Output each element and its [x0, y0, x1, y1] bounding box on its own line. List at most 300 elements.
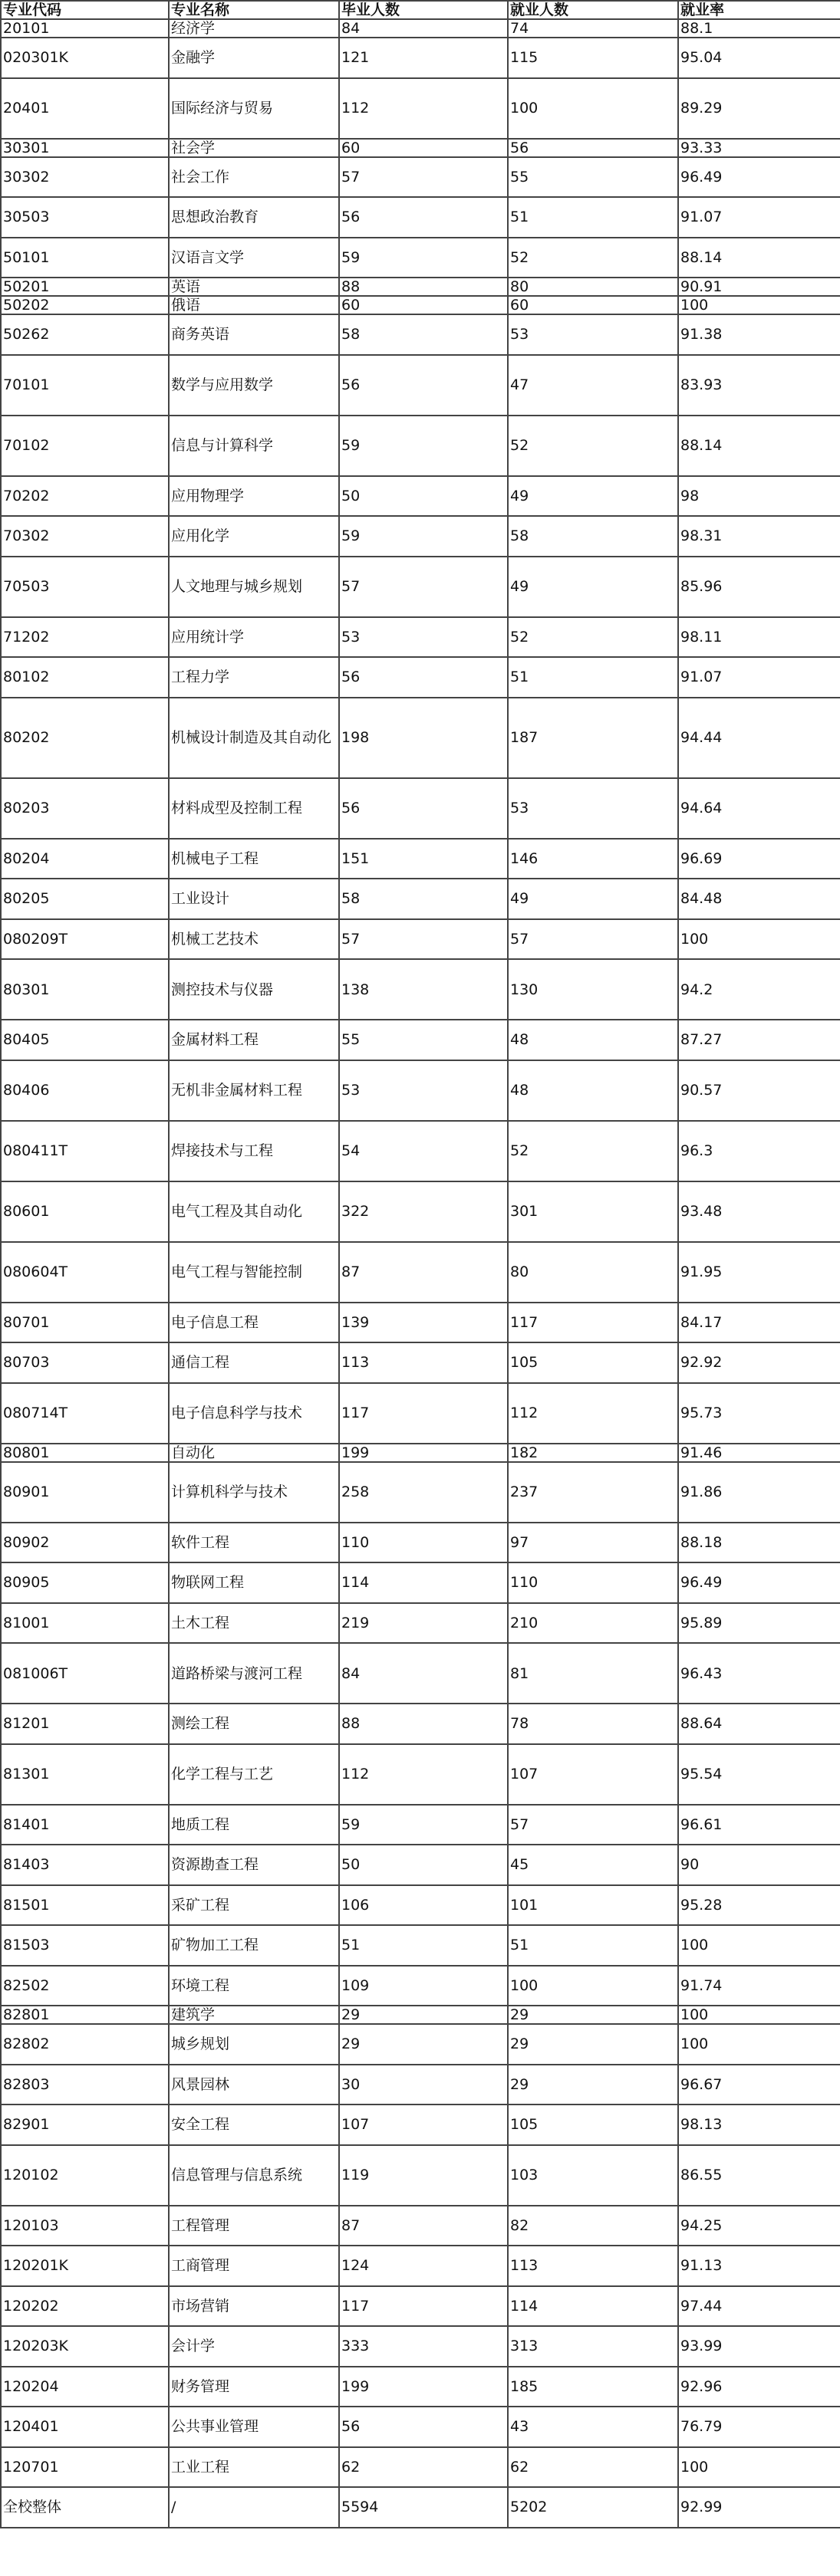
cell-employment-rate: 97.44 [678, 2286, 840, 2327]
cell-graduates: 88 [339, 278, 508, 296]
cell-graduates: 219 [339, 1603, 508, 1644]
cell-code: 80102 [1, 657, 169, 698]
cell-major-name: 土木工程 [169, 1603, 339, 1644]
cell-graduates: 258 [339, 1462, 508, 1523]
table-row [1, 139, 840, 157]
cell-code: 81501 [1, 1885, 169, 1926]
cell-employment-rate: 83.93 [678, 355, 840, 416]
cell-code: 80203 [1, 778, 169, 839]
cell-graduates: 30 [339, 2065, 508, 2105]
table-row [1, 19, 840, 38]
cell-major-name: 经济学 [169, 19, 339, 38]
cell-employment-rate: 88.64 [678, 1704, 840, 1744]
cell-graduates: 57 [339, 157, 508, 198]
table-row [1, 698, 840, 778]
cell-graduates: 59 [339, 516, 508, 557]
cell-major-name: 电气工程及其自动化 [169, 1181, 339, 1242]
cell-employment-rate: 94.44 [678, 698, 840, 778]
cell-employed: 55 [508, 157, 678, 198]
cell-employed: 113 [508, 2246, 678, 2286]
cell-code: 120201K [1, 2246, 169, 2286]
cell-graduates: 198 [339, 698, 508, 778]
cell-graduates: 59 [339, 238, 508, 278]
cell-code: 081006T [1, 1643, 169, 1704]
cell-employed: 52 [508, 1121, 678, 1181]
cell-employment-rate: 96.49 [678, 157, 840, 198]
table-row [1, 919, 840, 960]
cell-graduates: 113 [339, 1342, 508, 1383]
cell-graduates: 29 [339, 2006, 508, 2024]
cell-employed: 56 [508, 139, 678, 157]
cell-major-name: 环境工程 [169, 1966, 339, 2006]
cell-employed: 301 [508, 1181, 678, 1242]
cell-code: 120102 [1, 2145, 169, 2206]
cell-major-name: 社会学 [169, 139, 339, 157]
table-row [1, 1121, 840, 1181]
cell-code: 30302 [1, 157, 169, 198]
table-row [1, 1744, 840, 1805]
cell-employed: 78 [508, 1704, 678, 1744]
header-graduates: 毕业人数 [339, 1, 508, 19]
cell-code: 70202 [1, 476, 169, 517]
cell-employed: 100 [508, 78, 678, 139]
cell-code: 80205 [1, 879, 169, 919]
cell-graduates: 50 [339, 476, 508, 517]
cell-employed: 97 [508, 1523, 678, 1563]
cell-code: 30503 [1, 197, 169, 238]
cell-code: 80901 [1, 1462, 169, 1523]
cell-code: 80204 [1, 839, 169, 879]
cell-major-name: 自动化 [169, 1444, 339, 1462]
cell-graduates: 62 [339, 2447, 508, 2488]
table-row [1, 1242, 840, 1303]
cell-employed: 52 [508, 238, 678, 278]
cell-graduates: 109 [339, 1966, 508, 2006]
cell-employed: 51 [508, 1925, 678, 1966]
cell-code: 71202 [1, 617, 169, 658]
cell-major-name: 物联网工程 [169, 1562, 339, 1603]
cell-graduates: 84 [339, 19, 508, 38]
cell-code: 080209T [1, 919, 169, 960]
table-row [1, 1925, 840, 1966]
table-row [1, 2246, 840, 2286]
table-row [1, 416, 840, 476]
table-row [1, 516, 840, 557]
cell-employed: 57 [508, 919, 678, 960]
cell-employment-rate: 100 [678, 2447, 840, 2488]
cell-employed: 82 [508, 2206, 678, 2246]
cell-employment-rate: 93.99 [678, 2326, 840, 2367]
cell-major-name: 英语 [169, 278, 339, 296]
cell-major-name: 通信工程 [169, 1342, 339, 1383]
cell-employment-rate: 90.57 [678, 1060, 840, 1121]
cell-code: 080714T [1, 1383, 169, 1444]
cell-employment-rate: 100 [678, 919, 840, 960]
cell-employment-rate: 95.54 [678, 1744, 840, 1805]
cell-employment-rate: 92.99 [678, 2487, 840, 2528]
cell-employed: 29 [508, 2006, 678, 2024]
cell-employment-rate: 88.14 [678, 238, 840, 278]
cell-graduates: 29 [339, 2024, 508, 2065]
cell-code: 080604T [1, 1242, 169, 1303]
cell-graduates: 57 [339, 557, 508, 617]
cell-graduates: 199 [339, 2367, 508, 2407]
cell-employed: 80 [508, 1242, 678, 1303]
cell-employment-rate: 88.1 [678, 19, 840, 38]
cell-employed: 146 [508, 839, 678, 879]
cell-major-name: 信息管理与信息系统 [169, 2145, 339, 2206]
cell-graduates: 54 [339, 1121, 508, 1181]
cell-major-name: 市场营销 [169, 2286, 339, 2327]
cell-employed: 49 [508, 557, 678, 617]
cell-code: 81301 [1, 1744, 169, 1805]
table-row [1, 617, 840, 658]
table-row [1, 1444, 840, 1462]
cell-employment-rate: 94.2 [678, 959, 840, 1020]
cell-graduates: 114 [339, 1562, 508, 1603]
cell-major-name: 思想政治教育 [169, 197, 339, 238]
cell-major-name: 软件工程 [169, 1523, 339, 1563]
table-row [1, 314, 840, 355]
cell-employment-rate: 94.25 [678, 2206, 840, 2246]
cell-employment-rate: 98.11 [678, 617, 840, 658]
cell-employed: 51 [508, 197, 678, 238]
table-row [1, 197, 840, 238]
cell-major-name: 国际经济与贸易 [169, 78, 339, 139]
cell-code: 82802 [1, 2024, 169, 2065]
cell-code: 50262 [1, 314, 169, 355]
cell-employed: 58 [508, 516, 678, 557]
cell-graduates: 151 [339, 839, 508, 879]
cell-employment-rate: 84.17 [678, 1303, 840, 1343]
cell-major-name: 资源勘查工程 [169, 1845, 339, 1885]
cell-employed: 182 [508, 1444, 678, 1462]
cell-employed: 62 [508, 2447, 678, 2488]
table-row [1, 1704, 840, 1744]
table-row [1, 476, 840, 517]
cell-major-name: 工商管理 [169, 2246, 339, 2286]
cell-major-name: 工业工程 [169, 2447, 339, 2488]
cell-major-name: 工程力学 [169, 657, 339, 698]
cell-major-name: 应用化学 [169, 516, 339, 557]
cell-graduates: 139 [339, 1303, 508, 1343]
cell-code: 20401 [1, 78, 169, 139]
cell-graduates: 119 [339, 2145, 508, 2206]
cell-major-name: 计算机科学与技术 [169, 1462, 339, 1523]
cell-graduates: 112 [339, 1744, 508, 1805]
cell-code: 120203K [1, 2326, 169, 2367]
cell-employment-rate: 98.31 [678, 516, 840, 557]
cell-major-name: 会计学 [169, 2326, 339, 2367]
cell-graduates: 57 [339, 919, 508, 960]
cell-major-name: 电子信息工程 [169, 1303, 339, 1343]
cell-major-name: 机械设计制造及其自动化 [169, 698, 339, 778]
cell-employment-rate: 95.04 [678, 38, 840, 78]
cell-employed: 5202 [508, 2487, 678, 2528]
cell-graduates: 199 [339, 1444, 508, 1462]
table-row [1, 1383, 840, 1444]
cell-major-name: 采矿工程 [169, 1885, 339, 1926]
header-employment-rate: 就业率 [678, 1, 840, 19]
cell-employed: 57 [508, 1805, 678, 1845]
cell-major-name: 应用物理学 [169, 476, 339, 517]
cell-code: 82502 [1, 1966, 169, 2006]
cell-code: 120202 [1, 2286, 169, 2327]
table-row [1, 238, 840, 278]
cell-code: 120701 [1, 2447, 169, 2488]
cell-employed: 49 [508, 879, 678, 919]
cell-employed: 53 [508, 314, 678, 355]
cell-code: 80701 [1, 1303, 169, 1343]
table-row [1, 2024, 840, 2065]
cell-employed: 52 [508, 617, 678, 658]
cell-employed: 60 [508, 296, 678, 314]
cell-code: 全校整体 [1, 2487, 169, 2528]
table-row [1, 2145, 840, 2206]
cell-major-name: 地质工程 [169, 1805, 339, 1845]
cell-graduates: 124 [339, 2246, 508, 2286]
cell-major-name: 财务管理 [169, 2367, 339, 2407]
cell-graduates: 51 [339, 1925, 508, 1966]
cell-major-name: 测绘工程 [169, 1704, 339, 1744]
header-employed: 就业人数 [508, 1, 678, 19]
cell-graduates: 84 [339, 1643, 508, 1704]
cell-employment-rate: 91.74 [678, 1966, 840, 2006]
cell-major-name: 公共事业管理 [169, 2407, 339, 2447]
table-row [1, 557, 840, 617]
cell-major-name: 测控技术与仪器 [169, 959, 339, 1020]
cell-major-name: 建筑学 [169, 2006, 339, 2024]
cell-graduates: 53 [339, 617, 508, 658]
table-row [1, 1303, 840, 1343]
cell-employed: 117 [508, 1303, 678, 1343]
cell-employment-rate: 93.33 [678, 139, 840, 157]
cell-code: 80703 [1, 1342, 169, 1383]
cell-code: 50101 [1, 238, 169, 278]
table-row [1, 78, 840, 139]
cell-employment-rate: 89.29 [678, 78, 840, 139]
cell-graduates: 56 [339, 657, 508, 698]
cell-employed: 210 [508, 1603, 678, 1644]
cell-employment-rate: 90.91 [678, 278, 840, 296]
cell-employed: 45 [508, 1845, 678, 1885]
cell-employed: 112 [508, 1383, 678, 1444]
cell-code: 80202 [1, 698, 169, 778]
cell-employment-rate: 100 [678, 2024, 840, 2065]
cell-employed: 313 [508, 2326, 678, 2367]
cell-employed: 114 [508, 2286, 678, 2327]
cell-major-name: 化学工程与工艺 [169, 1744, 339, 1805]
cell-employed: 49 [508, 476, 678, 517]
cell-employment-rate: 91.38 [678, 314, 840, 355]
cell-employment-rate: 91.13 [678, 2246, 840, 2286]
cell-major-name: 工程管理 [169, 2206, 339, 2246]
table-row [1, 839, 840, 879]
cell-graduates: 56 [339, 778, 508, 839]
cell-employment-rate: 92.96 [678, 2367, 840, 2407]
cell-code: 70503 [1, 557, 169, 617]
table-row [1, 2407, 840, 2447]
header-major-name: 专业名称 [169, 1, 339, 19]
cell-code: 80405 [1, 1020, 169, 1060]
cell-employment-rate: 91.95 [678, 1242, 840, 1303]
cell-employment-rate: 91.86 [678, 1462, 840, 1523]
table-row [1, 778, 840, 839]
cell-employed: 103 [508, 2145, 678, 2206]
cell-major-name: 俄语 [169, 296, 339, 314]
cell-graduates: 60 [339, 296, 508, 314]
cell-graduates: 110 [339, 1523, 508, 1563]
cell-employment-rate: 92.92 [678, 1342, 840, 1383]
cell-graduates: 107 [339, 2104, 508, 2145]
cell-code: 80902 [1, 1523, 169, 1563]
cell-employed: 52 [508, 416, 678, 476]
cell-major-name: 社会工作 [169, 157, 339, 198]
cell-employed: 110 [508, 1562, 678, 1603]
table-row [1, 879, 840, 919]
cell-graduates: 106 [339, 1885, 508, 1926]
cell-employment-rate: 95.28 [678, 1885, 840, 1926]
cell-employment-rate: 84.48 [678, 879, 840, 919]
table-row [1, 1966, 840, 2006]
cell-employed: 115 [508, 38, 678, 78]
cell-major-name: / [169, 2487, 339, 2528]
cell-major-name: 焊接技术与工程 [169, 1121, 339, 1181]
cell-code: 82801 [1, 2006, 169, 2024]
table-row [1, 2447, 840, 2488]
cell-employment-rate: 94.64 [678, 778, 840, 839]
table-row [1, 38, 840, 78]
table-row [1, 959, 840, 1020]
cell-major-name: 无机非金属材料工程 [169, 1060, 339, 1121]
cell-employed: 187 [508, 698, 678, 778]
cell-code: 020301K [1, 38, 169, 78]
cell-graduates: 56 [339, 197, 508, 238]
cell-major-name: 数学与应用数学 [169, 355, 339, 416]
cell-employment-rate: 91.07 [678, 197, 840, 238]
cell-employed: 47 [508, 355, 678, 416]
cell-major-name: 金融学 [169, 38, 339, 78]
cell-graduates: 112 [339, 78, 508, 139]
cell-employed: 29 [508, 2024, 678, 2065]
table-row [1, 1603, 840, 1644]
cell-major-name: 电气工程与智能控制 [169, 1242, 339, 1303]
cell-employment-rate: 98 [678, 476, 840, 517]
cell-code: 82901 [1, 2104, 169, 2145]
cell-graduates: 5594 [339, 2487, 508, 2528]
cell-employment-rate: 96.3 [678, 1121, 840, 1181]
table-row [1, 1885, 840, 1926]
cell-employment-rate: 91.07 [678, 657, 840, 698]
table-total-row [1, 2487, 840, 2528]
cell-code: 81201 [1, 1704, 169, 1744]
cell-employed: 29 [508, 2065, 678, 2105]
table-row [1, 2206, 840, 2246]
header-code: 专业代码 [1, 1, 169, 19]
cell-employed: 81 [508, 1643, 678, 1704]
cell-employment-rate: 96.61 [678, 1805, 840, 1845]
cell-graduates: 87 [339, 2206, 508, 2246]
cell-employed: 48 [508, 1020, 678, 1060]
cell-major-name: 应用统计学 [169, 617, 339, 658]
cell-graduates: 53 [339, 1060, 508, 1121]
cell-major-name: 机械电子工程 [169, 839, 339, 879]
cell-major-name: 风景园林 [169, 2065, 339, 2105]
table-header-row [1, 1, 840, 19]
cell-code: 81401 [1, 1805, 169, 1845]
cell-code: 50202 [1, 296, 169, 314]
cell-employed: 105 [508, 1342, 678, 1383]
cell-employed: 237 [508, 1462, 678, 1523]
cell-major-name: 金属材料工程 [169, 1020, 339, 1060]
cell-code: 120103 [1, 2206, 169, 2246]
cell-code: 80801 [1, 1444, 169, 1462]
cell-major-name: 城乡规划 [169, 2024, 339, 2065]
cell-employed: 80 [508, 278, 678, 296]
cell-graduates: 55 [339, 1020, 508, 1060]
cell-employment-rate: 96.43 [678, 1643, 840, 1704]
cell-employment-rate: 86.55 [678, 2145, 840, 2206]
table-row [1, 1462, 840, 1523]
cell-code: 30301 [1, 139, 169, 157]
table-row [1, 1562, 840, 1603]
cell-graduates: 58 [339, 314, 508, 355]
cell-employment-rate: 98.13 [678, 2104, 840, 2145]
cell-employment-rate: 96.67 [678, 2065, 840, 2105]
cell-code: 82803 [1, 2065, 169, 2105]
cell-employed: 53 [508, 778, 678, 839]
cell-employed: 48 [508, 1060, 678, 1121]
cell-code: 120401 [1, 2407, 169, 2447]
table-row [1, 1342, 840, 1383]
table-row [1, 2286, 840, 2327]
cell-code: 80905 [1, 1562, 169, 1603]
cell-code: 80406 [1, 1060, 169, 1121]
cell-code: 120204 [1, 2367, 169, 2407]
cell-graduates: 117 [339, 2286, 508, 2327]
cell-code: 81503 [1, 1925, 169, 1966]
cell-code: 81403 [1, 1845, 169, 1885]
cell-employment-rate: 100 [678, 1925, 840, 1966]
cell-employment-rate: 100 [678, 2006, 840, 2024]
cell-employment-rate: 87.27 [678, 1020, 840, 1060]
table-row [1, 2065, 840, 2105]
cell-major-name: 机械工艺技术 [169, 919, 339, 960]
cell-employment-rate: 90 [678, 1845, 840, 1885]
cell-major-name: 道路桥梁与渡河工程 [169, 1643, 339, 1704]
cell-employment-rate: 76.79 [678, 2407, 840, 2447]
table-row [1, 2104, 840, 2145]
cell-employment-rate: 91.46 [678, 1444, 840, 1462]
cell-graduates: 56 [339, 2407, 508, 2447]
cell-major-name: 安全工程 [169, 2104, 339, 2145]
cell-code: 70102 [1, 416, 169, 476]
table-row [1, 278, 840, 296]
cell-major-name: 汉语言文学 [169, 238, 339, 278]
table-row [1, 296, 840, 314]
cell-major-name: 工业设计 [169, 879, 339, 919]
cell-graduates: 56 [339, 355, 508, 416]
cell-employed: 185 [508, 2367, 678, 2407]
cell-graduates: 138 [339, 959, 508, 1020]
cell-graduates: 87 [339, 1242, 508, 1303]
cell-code: 80301 [1, 959, 169, 1020]
table-row [1, 1805, 840, 1845]
table-row [1, 2326, 840, 2367]
cell-employed: 100 [508, 1966, 678, 2006]
table-row [1, 1523, 840, 1563]
cell-graduates: 60 [339, 139, 508, 157]
